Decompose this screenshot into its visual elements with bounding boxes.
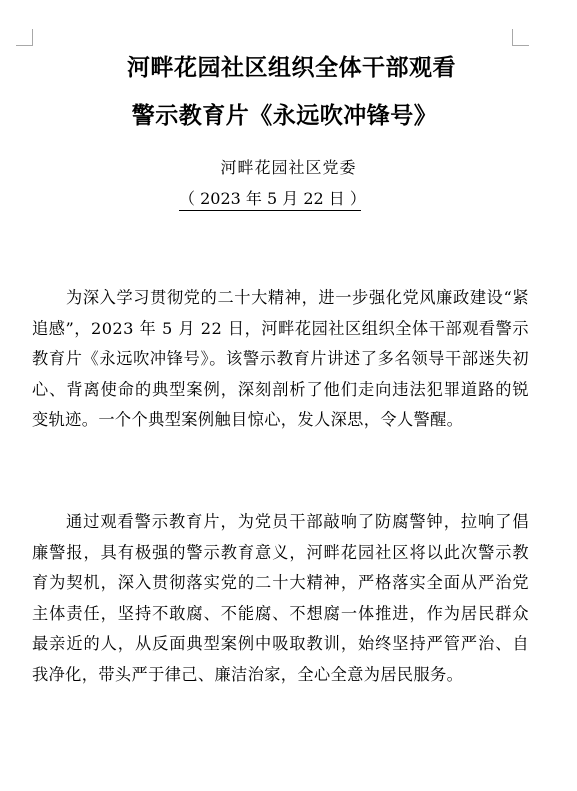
body-paragraph-2: 通过观看警示教育片，为党员干部敲响了防腐警钟，拉响了倡廉警报，具有极强的警示教育意义，河畔花园社区将以此次警示教育为契机，深入贯彻落实党的二十大精神，严格落实全面从严治党主体责任，坚持不敢腐、不能腐、不想腐一体推进，作为居民群众最亲近的人，从反面典型案例中吸取教训，始终坚持严管严治、自我净化，带头严于律己、廉洁治家，全心全意为居民服务。 <box>32 512 529 684</box>
document-date: （ 2023 年 5 月 22 日 ） <box>179 188 361 211</box>
document-title-line-1: 河畔花园社区组织全体干部观看 <box>127 55 456 81</box>
crop-mark-top-right <box>512 29 529 46</box>
issuing-organization: 河畔花园社区党委 <box>220 158 357 177</box>
document-title-line-2: 警示教育片《永远吹冲锋号》 <box>131 103 438 129</box>
crop-mark-top-left <box>16 29 33 46</box>
body-paragraph-1: 为深入学习贯彻党的二十大精神，进一步强化党风廉政建设“紧追感”，2023 年 5 月 22 日，河畔花园社区组织全体干部观看警示教育片《永远吹冲锋号》。该警示教育片讲述了多名领导干部迷失初心、背离使命的典型案例，深刻剖析了他们走向违法犯罪道路的锐变轨迹。一个个典型案例触目惊心，发人深思，令人警醒。 <box>32 288 529 429</box>
